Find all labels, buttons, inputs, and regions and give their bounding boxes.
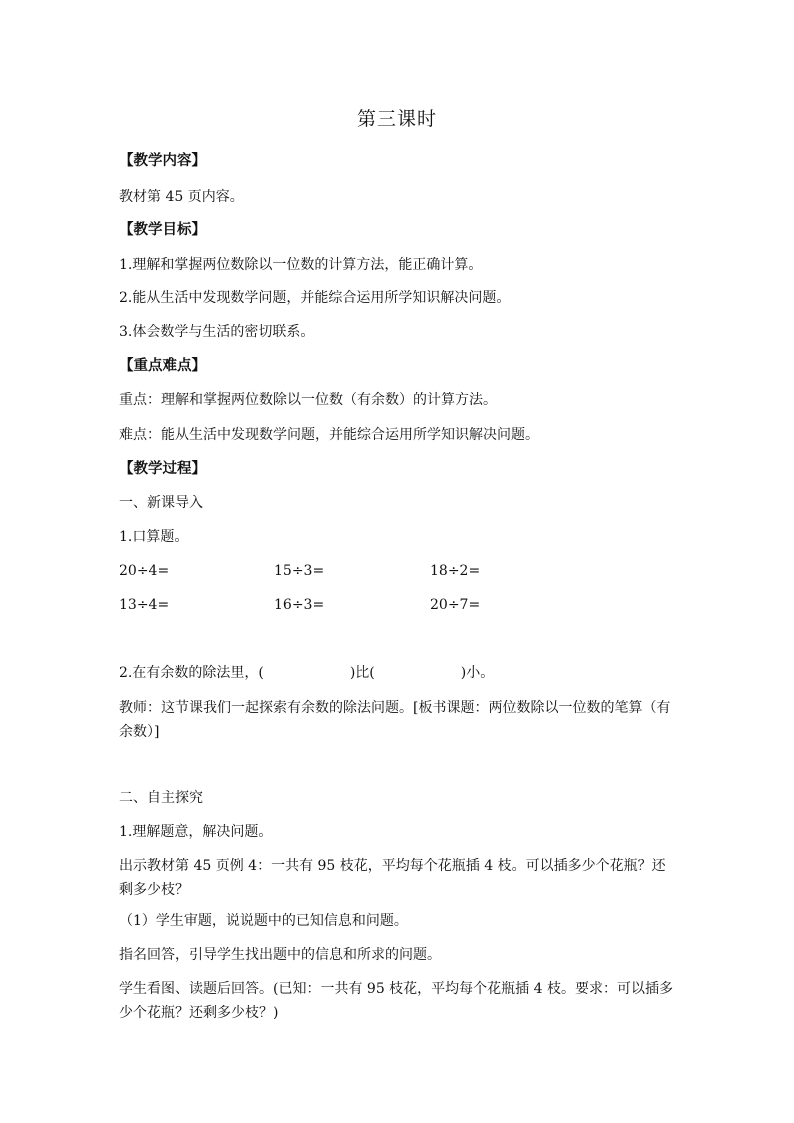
oral-calc-item: 20÷7= [430, 597, 481, 613]
fill-blank-suffix: )小。 [460, 665, 495, 681]
fill-blank-middle: )比( [349, 665, 375, 681]
goal-item-3: 3.体会数学与生活的密切联系。 [119, 324, 315, 340]
teaching-process-heading: 【教学过程】 [119, 460, 206, 477]
oral-calc-item: 18÷2= [430, 563, 481, 579]
goal-item-2: 2.能从生活中发现数学问题，并能综合运用所学知识解决问题。 [119, 290, 511, 306]
part2-title: 二、自主探究 [119, 790, 203, 806]
step-3-text: 学生看图、读题后回答。(已知：一共有 95 枝花，平均每个花瓶插 4 枝。要求：可以插多少个花瓶？还剩多少枝？) [119, 981, 673, 1021]
example-text: 出示教材第 45 页例 4：一共有 95 枝花，平均每个花瓶插 4 枝。可以插多少个花瓶？还剩多少枝？ [119, 858, 666, 898]
teaching-goals-heading: 【教学目标】 [119, 221, 206, 238]
page-title: 第三课时 [356, 108, 437, 130]
goal-item-1: 1.理解和掌握两位数除以一位数的计算方法，能正确计算。 [119, 257, 483, 273]
step-2-text: 指名回答，引导学生找出题中的信息和所求的问题。 [119, 947, 441, 963]
teaching-content-text: 教材第 45 页内容。 [119, 189, 244, 205]
oral-calc-item: 13÷4= [119, 597, 170, 613]
fill-blank-question [119, 662, 679, 684]
fill-blank-prefix: 2.在有余数的除法里，( [119, 665, 264, 681]
key-points-heading: 【重点难点】 [119, 357, 206, 374]
part1-title: 一、新课导入 [119, 495, 203, 511]
oral-calc-item: 16÷3= [274, 597, 325, 613]
oral-calc-item: 20÷4= [119, 563, 170, 579]
oral-calc-title: 1.口算题。 [119, 529, 189, 545]
teacher-intro-text: 教师：这节课我们一起探索有余数的除法问题。[板书课题：两位数除以一位数的笔算（有余数）] [119, 700, 671, 740]
step-1-text: （1）学生审题，说说题中的已知信息和问题。 [119, 913, 408, 929]
oral-calc-item: 15÷3= [274, 563, 325, 579]
understand-title: 1.理解题意，解决问题。 [119, 824, 273, 840]
teaching-content-heading: 【教学内容】 [119, 152, 206, 169]
key-point-text: 重点：理解和掌握两位数除以一位数（有余数）的计算方法。 [119, 392, 497, 408]
difficult-point-text: 难点：能从生活中发现数学问题，并能综合运用所学知识解决问题。 [119, 427, 539, 443]
